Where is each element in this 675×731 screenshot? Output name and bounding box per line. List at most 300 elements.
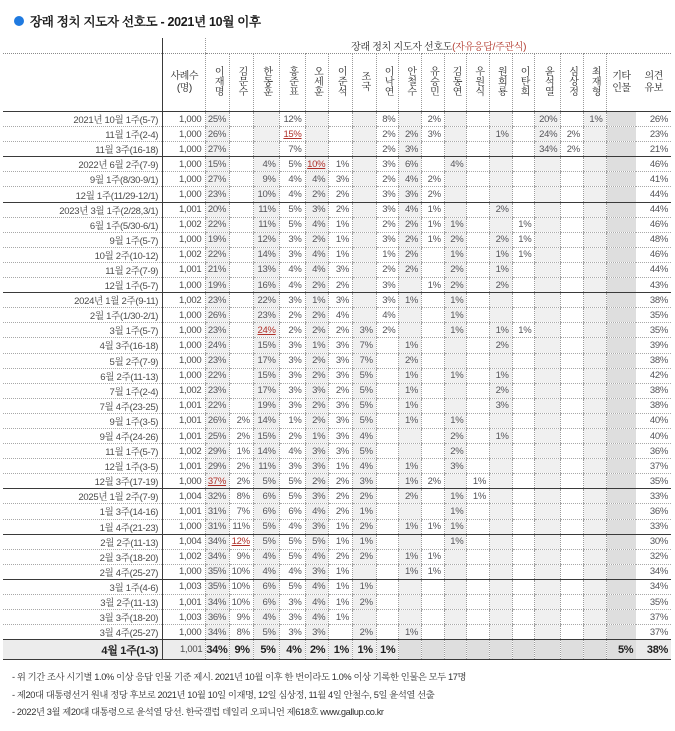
row-value-11 [444,112,467,127]
row-undecided: 32% [636,549,671,564]
row-undecided: 30% [636,534,671,549]
row-value-7: 5% [353,368,377,383]
row-undecided: 44% [636,202,671,217]
row-value-15 [535,278,561,293]
row-period-label: 2022년 6월 2주(7-9) [3,157,163,172]
row-value-4: 3% [279,625,305,640]
row-value-4: 2% [279,308,305,323]
row-value-6: 1% [329,564,353,579]
row-value-4: 5% [279,579,305,594]
row-value-8: 3% [376,157,399,172]
row-value-4: 7% [279,142,305,157]
candidate-name-vertical: 오세훈 [311,65,323,96]
row-value-15: 24% [535,127,561,142]
row-period-label: 4월 3주(16-18) [3,338,163,353]
table-row [3,564,671,579]
row-value-8 [376,428,399,443]
row-other-persons [606,232,636,247]
row-value-9 [399,534,422,549]
row-value-10 [422,338,445,353]
row-value-16: 2% [561,142,584,157]
row-value-16 [561,368,584,383]
row-value-9: 2% [399,489,422,504]
row-value-5: 1% [305,338,329,353]
row-value-16 [561,625,584,640]
row-value-6: 1% [329,519,353,534]
row-undecided: 33% [636,519,671,534]
row-value-15 [535,172,561,187]
header-candidate-4 [279,54,305,112]
row-period-label: 9월 4주(24-26) [3,428,163,443]
row-value-12 [467,413,490,428]
candidate-name-vertical: 원희룡 [495,65,507,96]
row-other-persons [606,428,636,443]
row-value-5: 3% [305,489,329,504]
candidate-name-vertical: 이재명 [212,65,224,96]
row-value-11 [444,383,467,398]
row-value-9: 1% [399,293,422,308]
row-undecided: 36% [636,504,671,519]
row-value-2 [230,293,254,308]
row-value-14: 1% [512,217,535,232]
row-value-14 [512,157,535,172]
row-value-10 [422,353,445,368]
row-undecided: 48% [636,232,671,247]
row-value-12: 1% [467,489,490,504]
row-value-2 [230,534,254,549]
row-period-label: 1월 4주(21-23) [3,519,163,534]
bullet-icon [14,16,24,26]
row-value-10 [422,323,445,338]
row-value-15 [535,610,561,625]
row-value-13 [490,595,513,610]
row-period-label: 12월 1주(5-7) [3,278,163,293]
row-other-persons [606,353,636,368]
row-value-16 [561,217,584,232]
row-value-15 [535,157,561,172]
row-value-8: 2% [376,262,399,277]
row-value-17 [583,444,606,459]
row-value-15 [535,625,561,640]
row-value-10 [422,383,445,398]
row-other-persons [606,610,636,625]
row-value-9 [399,504,422,519]
row-value-3: 4% [253,157,279,172]
row-other-persons [606,308,636,323]
row-value-3: 23% [253,308,279,323]
row-value-6: 3% [329,262,353,277]
candidate-name-vertical: 이탄희 [518,65,530,96]
row-value-7: 1% [353,504,377,519]
row-value-1: 29% [206,444,230,459]
row-value-1: 20% [206,202,230,217]
row-value-12 [467,595,490,610]
row-value-12 [467,459,490,474]
row-value-13 [490,564,513,579]
row-value-10 [422,413,445,428]
row-value-17 [583,564,606,579]
row-value-5: 2% [305,323,329,338]
row-value-12 [467,610,490,625]
row-value-17 [583,293,606,308]
row-value-15 [535,232,561,247]
header-candidate-15 [535,54,561,112]
row-value-4: 5% [279,534,305,549]
row-value-12 [467,202,490,217]
row-value-12 [467,504,490,519]
row-value-2 [230,232,254,247]
row-value-6: 4% [329,308,353,323]
row-value-15 [535,338,561,353]
row-value-6: 2% [329,278,353,293]
table-row [3,157,671,172]
row-value-6: 1% [329,157,353,172]
row-value-14 [512,564,535,579]
row-undecided: 35% [636,323,671,338]
header-candidate-13 [490,54,513,112]
total-value-6: 1% [329,640,353,660]
row-value-15 [535,398,561,413]
row-value-3: 15% [253,368,279,383]
row-sample-size: 1,000 [163,519,206,534]
poll-table-wrapper [0,38,675,660]
row-value-1: 26% [206,308,230,323]
total-value-13 [490,640,513,660]
header-candidate-3 [253,54,279,112]
row-value-6: 1% [329,610,353,625]
row-value-1: 36% [206,610,230,625]
row-value-2 [230,353,254,368]
row-sample-size: 1,000 [163,187,206,202]
row-value-13 [490,504,513,519]
row-value-3: 14% [253,413,279,428]
row-value-15 [535,579,561,594]
header-other-persons: 기타 인물 [606,54,636,112]
row-value-17 [583,232,606,247]
row-value-15 [535,549,561,564]
row-value-7: 2% [353,549,377,564]
row-value-8: 3% [376,293,399,308]
row-value-14 [512,459,535,474]
row-value-1: 29% [206,459,230,474]
row-value-6: 1% [329,217,353,232]
row-value-9: 1% [399,519,422,534]
row-value-16 [561,172,584,187]
row-undecided: 40% [636,428,671,443]
row-value-3 [253,323,279,338]
row-value-1: 22% [206,247,230,262]
row-value-3: 22% [253,293,279,308]
highlighted-value: 12% [231,536,250,548]
row-value-3 [253,142,279,157]
row-value-17 [583,398,606,413]
row-value-8 [376,595,399,610]
row-value-4: 4% [279,172,305,187]
footnote-1: - 위 기간 조사 시기별 1.0% 이상 응답 인물 기준 제시. 2021년 10월 이후 한 번이라도 1.0% 이상 기록한 인물은 모두 17명 [12,672,467,683]
row-period-label: 5월 2주(7-9) [3,353,163,368]
row-value-17 [583,323,606,338]
row-value-8: 3% [376,187,399,202]
row-value-16 [561,610,584,625]
row-period-label: 2월 4주(25-27) [3,564,163,579]
row-value-5: 2% [305,308,329,323]
row-value-1: 34% [206,549,230,564]
row-value-4: 4% [279,519,305,534]
row-value-12 [467,293,490,308]
row-value-10: 1% [422,202,445,217]
row-other-persons [606,398,636,413]
row-value-2 [230,157,254,172]
row-value-17 [583,428,606,443]
table-row [3,595,671,610]
row-value-7: 5% [353,413,377,428]
row-undecided: 35% [636,595,671,610]
row-value-11: 1% [444,308,467,323]
row-value-7 [353,157,377,172]
row-value-6: 2% [329,323,353,338]
row-sample-size: 1,002 [163,293,206,308]
row-value-4: 3% [279,383,305,398]
row-value-8 [376,489,399,504]
row-value-4: 4% [279,262,305,277]
row-value-6: 1% [329,534,353,549]
row-value-7: 2% [353,489,377,504]
row-value-14 [512,353,535,368]
row-other-persons [606,172,636,187]
row-value-1: 19% [206,278,230,293]
row-value-15 [535,217,561,232]
table-row [3,610,671,625]
row-value-4: 5% [279,474,305,489]
candidate-name-vertical: 안철수 [404,65,416,96]
row-value-7 [353,112,377,127]
row-value-4: 2% [279,428,305,443]
row-value-11: 2% [444,428,467,443]
row-value-8 [376,398,399,413]
row-value-12 [467,112,490,127]
row-value-15 [535,187,561,202]
row-value-12 [467,157,490,172]
row-value-9: 2% [399,127,422,142]
row-value-15: 34% [535,142,561,157]
row-value-2 [230,112,254,127]
row-value-10 [422,142,445,157]
row-value-5: 4% [305,610,329,625]
candidate-name-vertical: 이낙연 [382,65,394,96]
row-value-6: 3% [329,413,353,428]
row-other-persons [606,625,636,640]
row-value-3: 14% [253,444,279,459]
row-value-9: 1% [399,398,422,413]
header-spacer-n [163,38,206,54]
row-undecided: 26% [636,112,671,127]
header-group-row [3,38,671,54]
row-value-14 [512,444,535,459]
row-period-label: 9월 1주(3-5) [3,413,163,428]
row-value-17 [583,247,606,262]
row-value-4: 3% [279,398,305,413]
row-value-4: 5% [279,489,305,504]
row-value-7 [353,172,377,187]
row-value-2: 10% [230,564,254,579]
row-value-8: 3% [376,202,399,217]
row-value-11: 1% [444,247,467,262]
table-row [3,428,671,443]
row-value-3: 12% [253,232,279,247]
row-other-persons [606,595,636,610]
row-value-14 [512,595,535,610]
row-value-5: 3% [305,625,329,640]
row-value-8: 2% [376,172,399,187]
row-sample-size: 1,003 [163,610,206,625]
row-value-6: 3% [329,444,353,459]
row-sample-size: 1,000 [163,625,206,640]
row-value-6: 2% [329,474,353,489]
row-other-persons [606,338,636,353]
row-value-5: 4% [305,172,329,187]
row-value-9: 1% [399,368,422,383]
footnote-2: - 제20대 대통령선거 원내 정당 후보로 2021년 10월 10일 이재명, 12일 심상정, 11월 4일 안철수, 5일 윤석열 선출 [12,689,435,700]
row-value-14: 1% [512,232,535,247]
row-period-label: 10월 2주(10-12) [3,247,163,262]
row-value-13: 2% [490,232,513,247]
row-value-14 [512,278,535,293]
row-value-15 [535,519,561,534]
table-row [3,187,671,202]
row-value-5: 1% [305,428,329,443]
total-value-14 [512,640,535,660]
row-value-16 [561,549,584,564]
row-value-1: 26% [206,413,230,428]
row-value-4: 3% [279,595,305,610]
row-value-8 [376,549,399,564]
row-value-1: 27% [206,172,230,187]
row-value-11 [444,353,467,368]
row-value-14: 1% [512,323,535,338]
candidate-name-vertical: 김동연 [450,65,462,96]
poll-table [3,38,671,660]
row-value-6 [329,127,353,142]
row-value-3: 5% [253,519,279,534]
row-value-7 [353,232,377,247]
row-value-17 [583,595,606,610]
row-value-14: 1% [512,247,535,262]
table-row [3,278,671,293]
row-value-7: 4% [353,459,377,474]
row-value-6 [329,625,353,640]
row-value-13 [490,610,513,625]
table-row [3,323,671,338]
row-period-label: 12월 1주(11/29-12/1) [3,187,163,202]
header-candidate-8 [376,54,399,112]
row-period-label: 11월 1주(2-4) [3,127,163,142]
total-row [3,640,671,660]
header-candidate-7 [353,54,377,112]
total-value-5: 2% [305,640,329,660]
row-value-15 [535,247,561,262]
table-row [3,127,671,142]
candidate-name-vertical: 유승민 [427,65,439,96]
row-value-2: 10% [230,579,254,594]
row-value-7 [353,610,377,625]
row-value-11: 1% [444,534,467,549]
row-other-persons [606,247,636,262]
row-value-7: 2% [353,625,377,640]
row-value-16 [561,474,584,489]
row-undecided: 44% [636,187,671,202]
row-value-8 [376,534,399,549]
row-value-16 [561,579,584,594]
row-value-2 [230,202,254,217]
row-other-persons [606,323,636,338]
row-value-1: 23% [206,187,230,202]
row-value-7: 2% [353,519,377,534]
row-value-7: 5% [353,383,377,398]
row-value-15 [535,504,561,519]
row-value-16 [561,595,584,610]
group-title-text: 장래 정치 지도자 선호도 [351,42,453,53]
row-sample-size: 1,002 [163,247,206,262]
row-value-14 [512,549,535,564]
row-value-9: 6% [399,157,422,172]
row-value-14 [512,428,535,443]
row-value-4: 3% [279,293,305,308]
row-value-6: 1% [329,247,353,262]
row-value-16 [561,112,584,127]
row-value-5: 2% [305,278,329,293]
row-value-9: 1% [399,625,422,640]
row-value-5: 4% [305,504,329,519]
row-value-7: 7% [353,353,377,368]
row-value-11 [444,610,467,625]
row-value-5: 4% [305,262,329,277]
row-sample-size: 1,002 [163,444,206,459]
row-value-15 [535,564,561,579]
row-value-14 [512,338,535,353]
row-value-3: 13% [253,262,279,277]
row-value-6: 2% [329,187,353,202]
table-row [3,413,671,428]
row-value-7: 7% [353,338,377,353]
row-other-persons [606,278,636,293]
row-value-8 [376,383,399,398]
row-other-persons [606,187,636,202]
row-value-6 [329,112,353,127]
candidate-name-vertical: 윤석열 [542,65,554,96]
row-other-persons [606,127,636,142]
row-value-10 [422,534,445,549]
row-value-10: 1% [422,278,445,293]
row-value-15 [535,489,561,504]
row-value-7 [353,262,377,277]
header-sample-size: 사례수 (명) [163,54,206,112]
row-value-13 [490,413,513,428]
row-other-persons [606,519,636,534]
row-value-10 [422,579,445,594]
row-value-9: 1% [399,459,422,474]
row-value-4: 3% [279,353,305,368]
row-value-17 [583,625,606,640]
row-value-13: 2% [490,278,513,293]
row-value-1: 23% [206,383,230,398]
row-value-16 [561,247,584,262]
row-value-11: 1% [444,413,467,428]
row-value-14 [512,368,535,383]
row-value-4: 3% [279,610,305,625]
row-value-13: 1% [490,368,513,383]
row-value-2: 11% [230,519,254,534]
row-value-1: 15% [206,157,230,172]
